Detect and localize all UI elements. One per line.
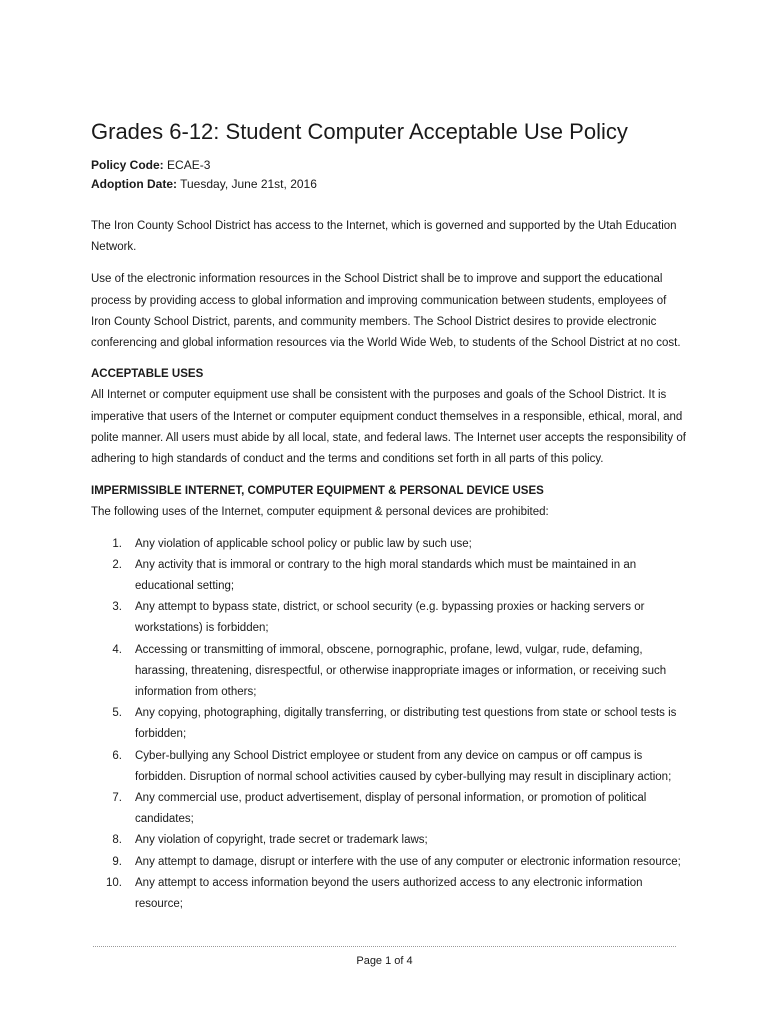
list-item-text: Any attempt to damage, disrupt or interfere with the use of any computer or electronic information resource; [135,855,681,868]
adoption-date-line [91,175,317,194]
list-item-number: 1. [112,537,122,550]
footer-divider [93,946,676,947]
adoption-date-value: Tuesday, June 21st, 2016 [180,177,317,191]
intro-paragraph: The Iron County School District has access to the Internet, which is governed and supported by the Utah Education Network. [91,220,677,254]
policy-code-label: Policy Code: [91,158,164,172]
list-item-number: 7. [112,792,122,805]
list-item-number: 4. [112,643,122,656]
list-item-number: 10. [106,876,122,889]
policy-meta [91,156,317,194]
list-item-text: Any violation of copyright, trade secret or trademark laws; [135,834,428,847]
list-item [91,746,686,788]
prohibited-uses-intro: The following uses of the Internet, computer equipment & personal devices are prohibited: [91,506,549,519]
list-item-text: Any attempt to bypass state, district, or school security (e.g. bypassing proxies or hacking servers or workstations) is forbidden; [135,601,645,635]
list-item-number: 6. [112,749,122,762]
acceptable-uses-paragraph: All Internet or computer equipment use shall be consistent with the purposes and goals of the School District. It is imperative that users of the Internet or computer equipment conduct themselves in a responsible, ethical, moral, and polite manner. All users must abide by all local, state, and federal laws. The Internet user accepts the responsibility of adhering to high standards of conduct and the terms and conditions set forth in all parts of this policy. [91,389,686,466]
impermissible-uses-heading: IMPERMISSIBLE INTERNET, COMPUTER EQUIPMENT & PERSONAL DEVICE USES [91,485,544,498]
list-item-text: Any violation of applicable school policy or public law by such use; [135,537,472,550]
adoption-date-label: Adoption Date: [91,177,177,191]
list-item-text: Any attempt to access information beyond the users authorized access to any electronic information resource; [135,876,643,911]
page-title: Grades 6-12: Student Computer Acceptable Use Policy [91,119,628,144]
acceptable-uses-heading: ACCEPTABLE USES [91,368,204,381]
list-item [91,703,686,745]
list-item [91,788,686,830]
list-item-number: 5. [112,707,122,720]
list-item-number: 2. [112,558,122,571]
page-number: Page 1 of 4 [356,955,413,967]
prohibited-uses-list [91,534,686,916]
list-item-text: Accessing or transmitting of immoral, obscene, pornographic, profane, lewd, vulgar, rude, defaming, harassing, threatening, disrespectful, or otherwise inappropriate images or information, or receiving such information from others; [135,643,667,699]
list-item-number: 3. [112,601,122,614]
list-item [91,640,686,704]
list-item [91,597,686,639]
list-item [91,534,686,555]
list-item [91,852,686,873]
document-body [91,216,686,915]
use-paragraph: Use of the electronic information resources in the School District shall be to improve and support the educational process by providing access to global information and improving communication between students, employees of Iron County School District, parents, and community members. The School District desires to provide electronic conferencing and global information resources via the World Wide Web, to students of the School District at no cost. [91,273,681,350]
list-item-number: 9. [112,855,122,868]
list-item [91,873,686,915]
list-item-text: Any activity that is immoral or contrary to the high moral standards which must be maintained in an educational setting; [135,558,637,593]
list-item [91,555,686,597]
policy-code-line [91,156,317,175]
list-item-text: Any commercial use, product advertisement, display of personal information, or promotion of political candidates; [135,792,647,826]
list-item-text: Any copying, photographing, digitally transferring, or distributing test questions from state or school tests is forbidden; [135,707,677,741]
list-item-text: Cyber-bullying any School District employee or student from any device on campus or off campus is forbidden. Disruption of normal school activities caused by cyber-bullying may result in disciplinary action; [135,749,672,783]
list-item-number: 8. [112,834,122,847]
list-item [91,830,686,851]
policy-code-value: ECAE-3 [167,158,211,172]
